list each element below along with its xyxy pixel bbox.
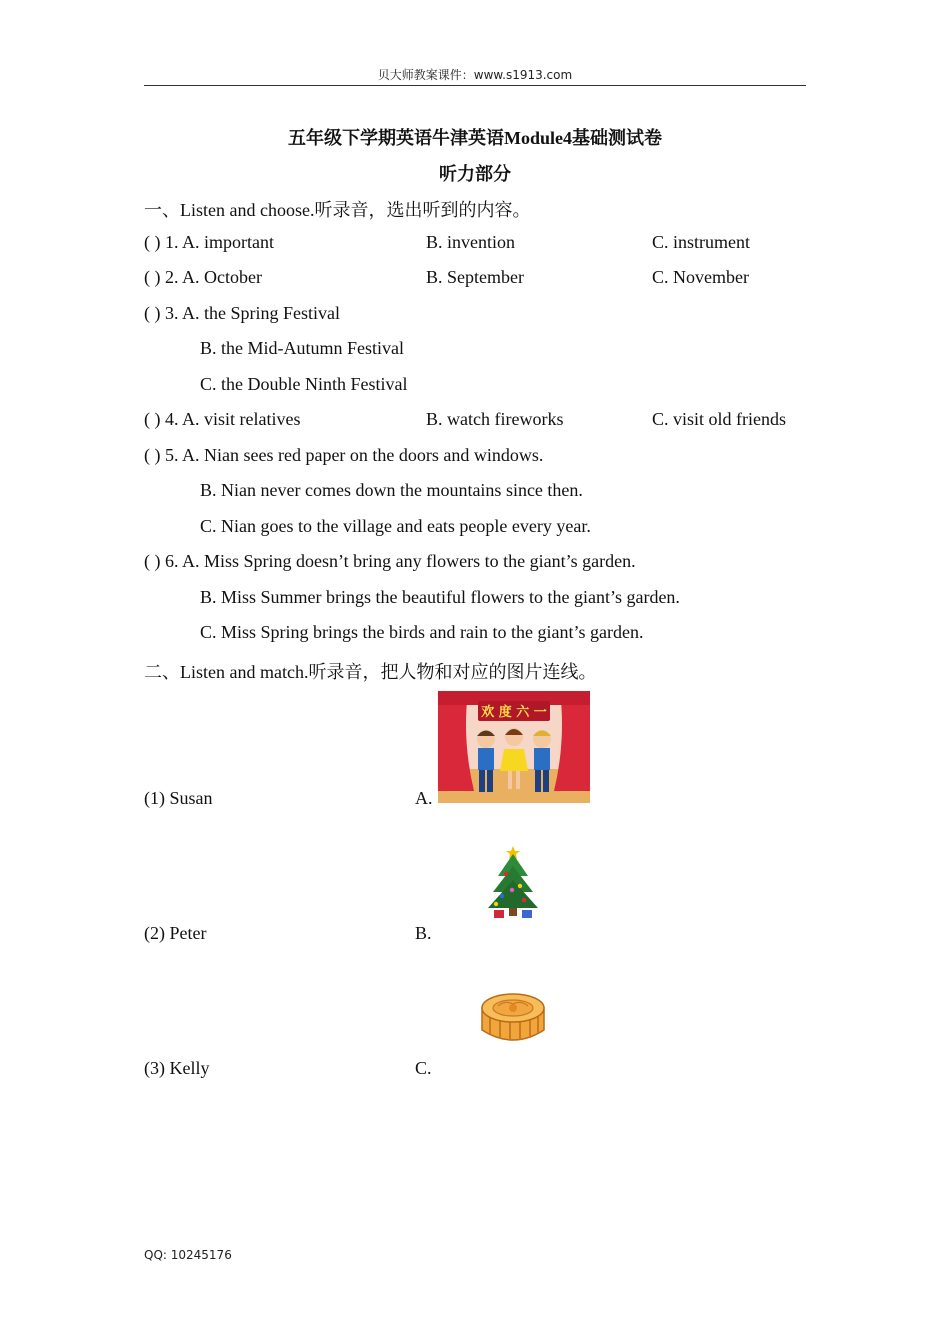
q3-option-b: B. the Mid-Autumn Festival <box>200 338 404 358</box>
option-b-label: B. <box>415 923 432 943</box>
q2-option-a: ( ) 2. A. October <box>144 267 262 287</box>
q5-option-c: C. Nian goes to the village and eats people every year. <box>200 516 591 536</box>
page-title: 五年级下学期英语牛津英语Module4基础测试卷 <box>288 128 662 148</box>
page-footer: QQ: 10245176 <box>144 1248 232 1262</box>
person-susan: (1) Susan <box>144 788 213 808</box>
q2-option-c: C. November <box>652 267 749 287</box>
q3-option-a: ( ) 3. A. the Spring Festival <box>144 303 340 323</box>
q1-option-c: C. instrument <box>652 232 750 252</box>
mooncake-picture <box>476 986 550 1048</box>
q5-option-a: ( ) 5. A. Nian sees red paper on the doors and windows. <box>144 445 544 465</box>
page-header: 贝大师教案课件：www.s1913.com <box>377 68 573 82</box>
q6-option-b: B. Miss Summer brings the beautiful flowers to the giant’s garden. <box>200 587 680 607</box>
christmas-tree-picture <box>484 844 542 920</box>
q4-option-b: B. watch fireworks <box>426 409 564 429</box>
q4-option-c: C. visit old friends <box>652 409 786 429</box>
q6-option-c: C. Miss Spring brings the birds and rain to the giant’s garden. <box>200 622 644 642</box>
q5-option-b: B. Nian never comes down the mountains since then. <box>200 480 583 500</box>
option-c-label: C. <box>415 1058 432 1078</box>
childrens-day-picture <box>438 691 590 803</box>
header-rule <box>144 85 806 86</box>
q2-option-b: B. September <box>426 267 524 287</box>
q3-option-c: C. the Double Ninth Festival <box>200 374 408 394</box>
q1-option-b: B. invention <box>426 232 515 252</box>
person-peter: (2) Peter <box>144 923 207 943</box>
banner-text: 欢 度 六 一 <box>481 705 547 720</box>
page-subtitle: 听力部分 <box>439 164 511 184</box>
q6-option-a: ( ) 6. A. Miss Spring doesn’t bring any flowers to the giant’s garden. <box>144 551 636 571</box>
section2-heading: 二、Listen and match.听录音，把人物和对应的图片连线。 <box>144 662 597 682</box>
q1-option-a: ( ) 1. A. important <box>144 232 274 252</box>
person-kelly: (3) Kelly <box>144 1058 210 1078</box>
option-a-label: A. <box>415 788 433 808</box>
section1-heading: 一、Listen and choose.听录音，选出听到的内容。 <box>144 200 531 220</box>
q4-option-a: ( ) 4. A. visit relatives <box>144 409 301 429</box>
